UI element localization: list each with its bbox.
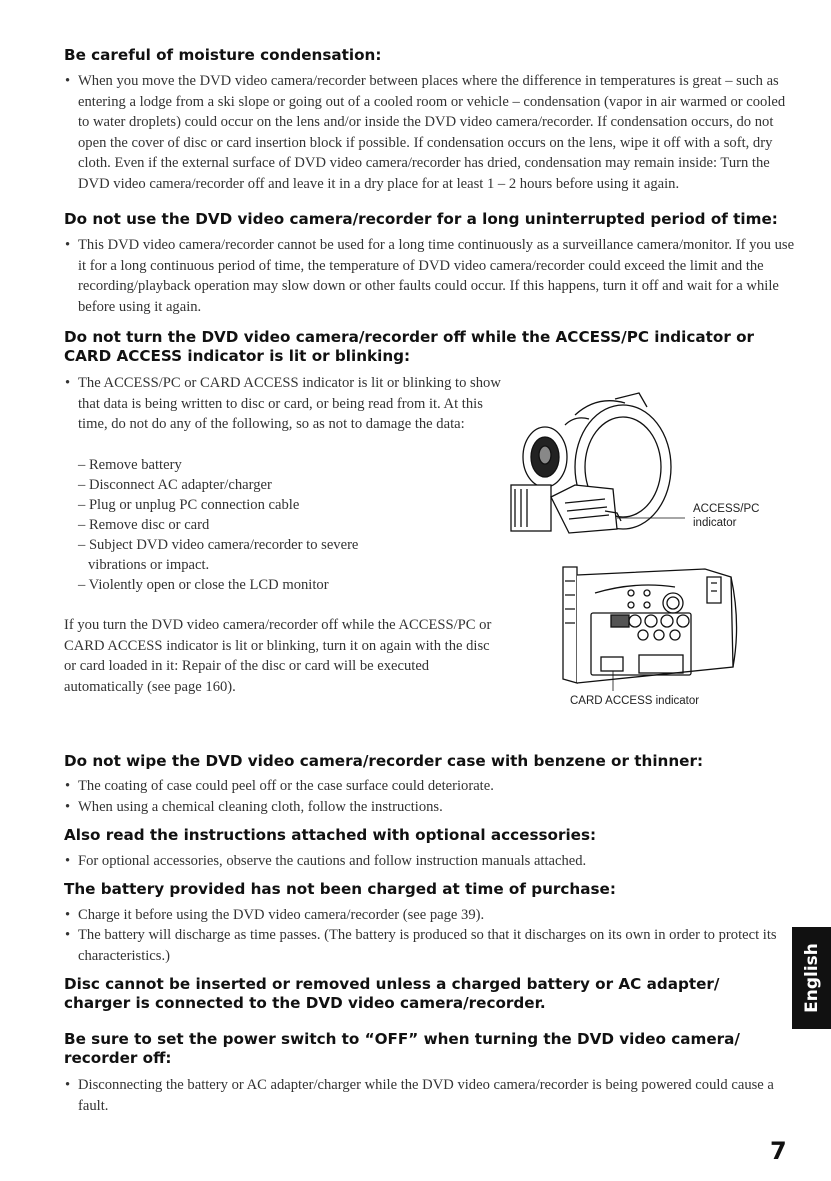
list-item: – Subject DVD video camera/recorder to severe: [78, 537, 359, 553]
list-item: – Remove disc or card: [78, 517, 210, 533]
bullet-moisture-condensation: • When you move the DVD video camera/recorder between places where the difference in temperatures is great – such as entering a lodge from a ski slope or going out of a cooled room or vehicle – condensation (vapor in air warmed or cooled to water droplets) could occur on the lens and/or inside the DVD video camera/recorder. If condensation occurs, do not open the cover of disc or card insertion block if possible. If condensation occurs on the lens, wipe it off with a soft, dry cloth. Even if the external surface of DVD video camera/recorder has dried, condensation may remain inside: Turn the DVD video camera/recorder off and leave it in a dry place for at least 1 – 2 hours before using it again.: [64, 71, 798, 194]
heading-uninterrupted-use: Do not use the DVD video camera/recorder for a long uninterrupted period of time:: [64, 210, 778, 228]
heading-benzene-thinner: Do not wipe the DVD video camera/recorder case with benzene or thinner:: [64, 752, 704, 770]
bullet-access-indicator: • The ACCESS/PC or CARD ACCESS indicator is lit or blinking to show that data is being written to disc or card, or being read from it. At this time, do not do any of the following, so as not to damage the data:: [64, 373, 514, 435]
list-item: – Disconnect AC adapter/charger: [78, 477, 272, 493]
language-side-tab: [792, 927, 831, 1029]
list-item: vibrations or impact.: [88, 557, 210, 573]
bullet-uninterrupted-use: • This DVD video camera/recorder cannot be used for a long time continuously as a surveillance camera/monitor. If you use it for a long continuous period of time, the temperature of DVD video camera/recorder could exceed the limit and the recording/playback operation may slow down or other faults could occur. If this happens, turn it off and wait for a while before using it again.: [64, 235, 798, 317]
bullet-optional-accessories: • For optional accessories, observe the cautions and follow instruction manuals attached.: [64, 851, 798, 872]
bullet-battery-discharge: • The battery will discharge as time passes. (The battery is produced so that it discharges on its own in order to protect its characteristics.): [64, 925, 798, 966]
heading-optional-accessories: Also read the instructions attached with optional accessories:: [64, 826, 597, 844]
heading-moisture-condensation: Be careful of moisture condensation:: [64, 46, 382, 64]
heading-disc-insert-remove: Disc cannot be inserted or removed unless a charged battery or AC adapter/ charger is connected to the DVD video camera/recorder.: [64, 975, 720, 1012]
list-item: – Plug or unplug PC connection cable: [78, 497, 300, 513]
list-item: – Violently open or close the LCD monitor: [78, 577, 329, 593]
page-number: 7: [770, 1137, 787, 1165]
heading-power-switch-off: Be sure to set the power switch to “OFF” when turning the DVD video camera/ recorder off:: [64, 1030, 740, 1067]
camcorder-illustration: [505, 385, 685, 557]
bullet-charge-before-use: • Charge it before using the DVD video camera/recorder (see page 39).: [64, 905, 798, 926]
bullet-chemical-cloth: • When using a chemical cleaning cloth, follow the instructions.: [64, 797, 798, 818]
label-access-pc: ACCESS/PC: [693, 503, 760, 515]
card-slot-illustration: [555, 563, 755, 693]
bullet-case-coating: • The coating of case could peel off or the case surface could deteriorate.: [64, 776, 798, 797]
paragraph-repair-note: If you turn the DVD video camera/recorder off while the ACCESS/PC or CARD ACCESS indicator is lit or blinking, turn it on again with the disc or card loaded in it: Repair of the disc or card will be executed automatically (see page 160).: [64, 617, 492, 695]
language-side-tab-label: English: [801, 943, 822, 1013]
label-card-access-indicator: CARD ACCESS indicator: [570, 695, 700, 707]
list-item: – Remove battery: [78, 457, 182, 473]
heading-battery-not-charged: The battery provided has not been charged at time of purchase:: [64, 880, 616, 898]
bullet-disconnect-fault: • Disconnecting the battery or AC adapter/charger while the DVD video camera/recorder is being powered could cause a fault.: [64, 1075, 798, 1116]
label-access-pc-indicator: indicator: [693, 517, 737, 529]
heading-access-indicator: Do not turn the DVD video camera/recorder off while the ACCESS/PC indicator or CARD ACCESS indicator is lit or blinking:: [64, 328, 755, 365]
